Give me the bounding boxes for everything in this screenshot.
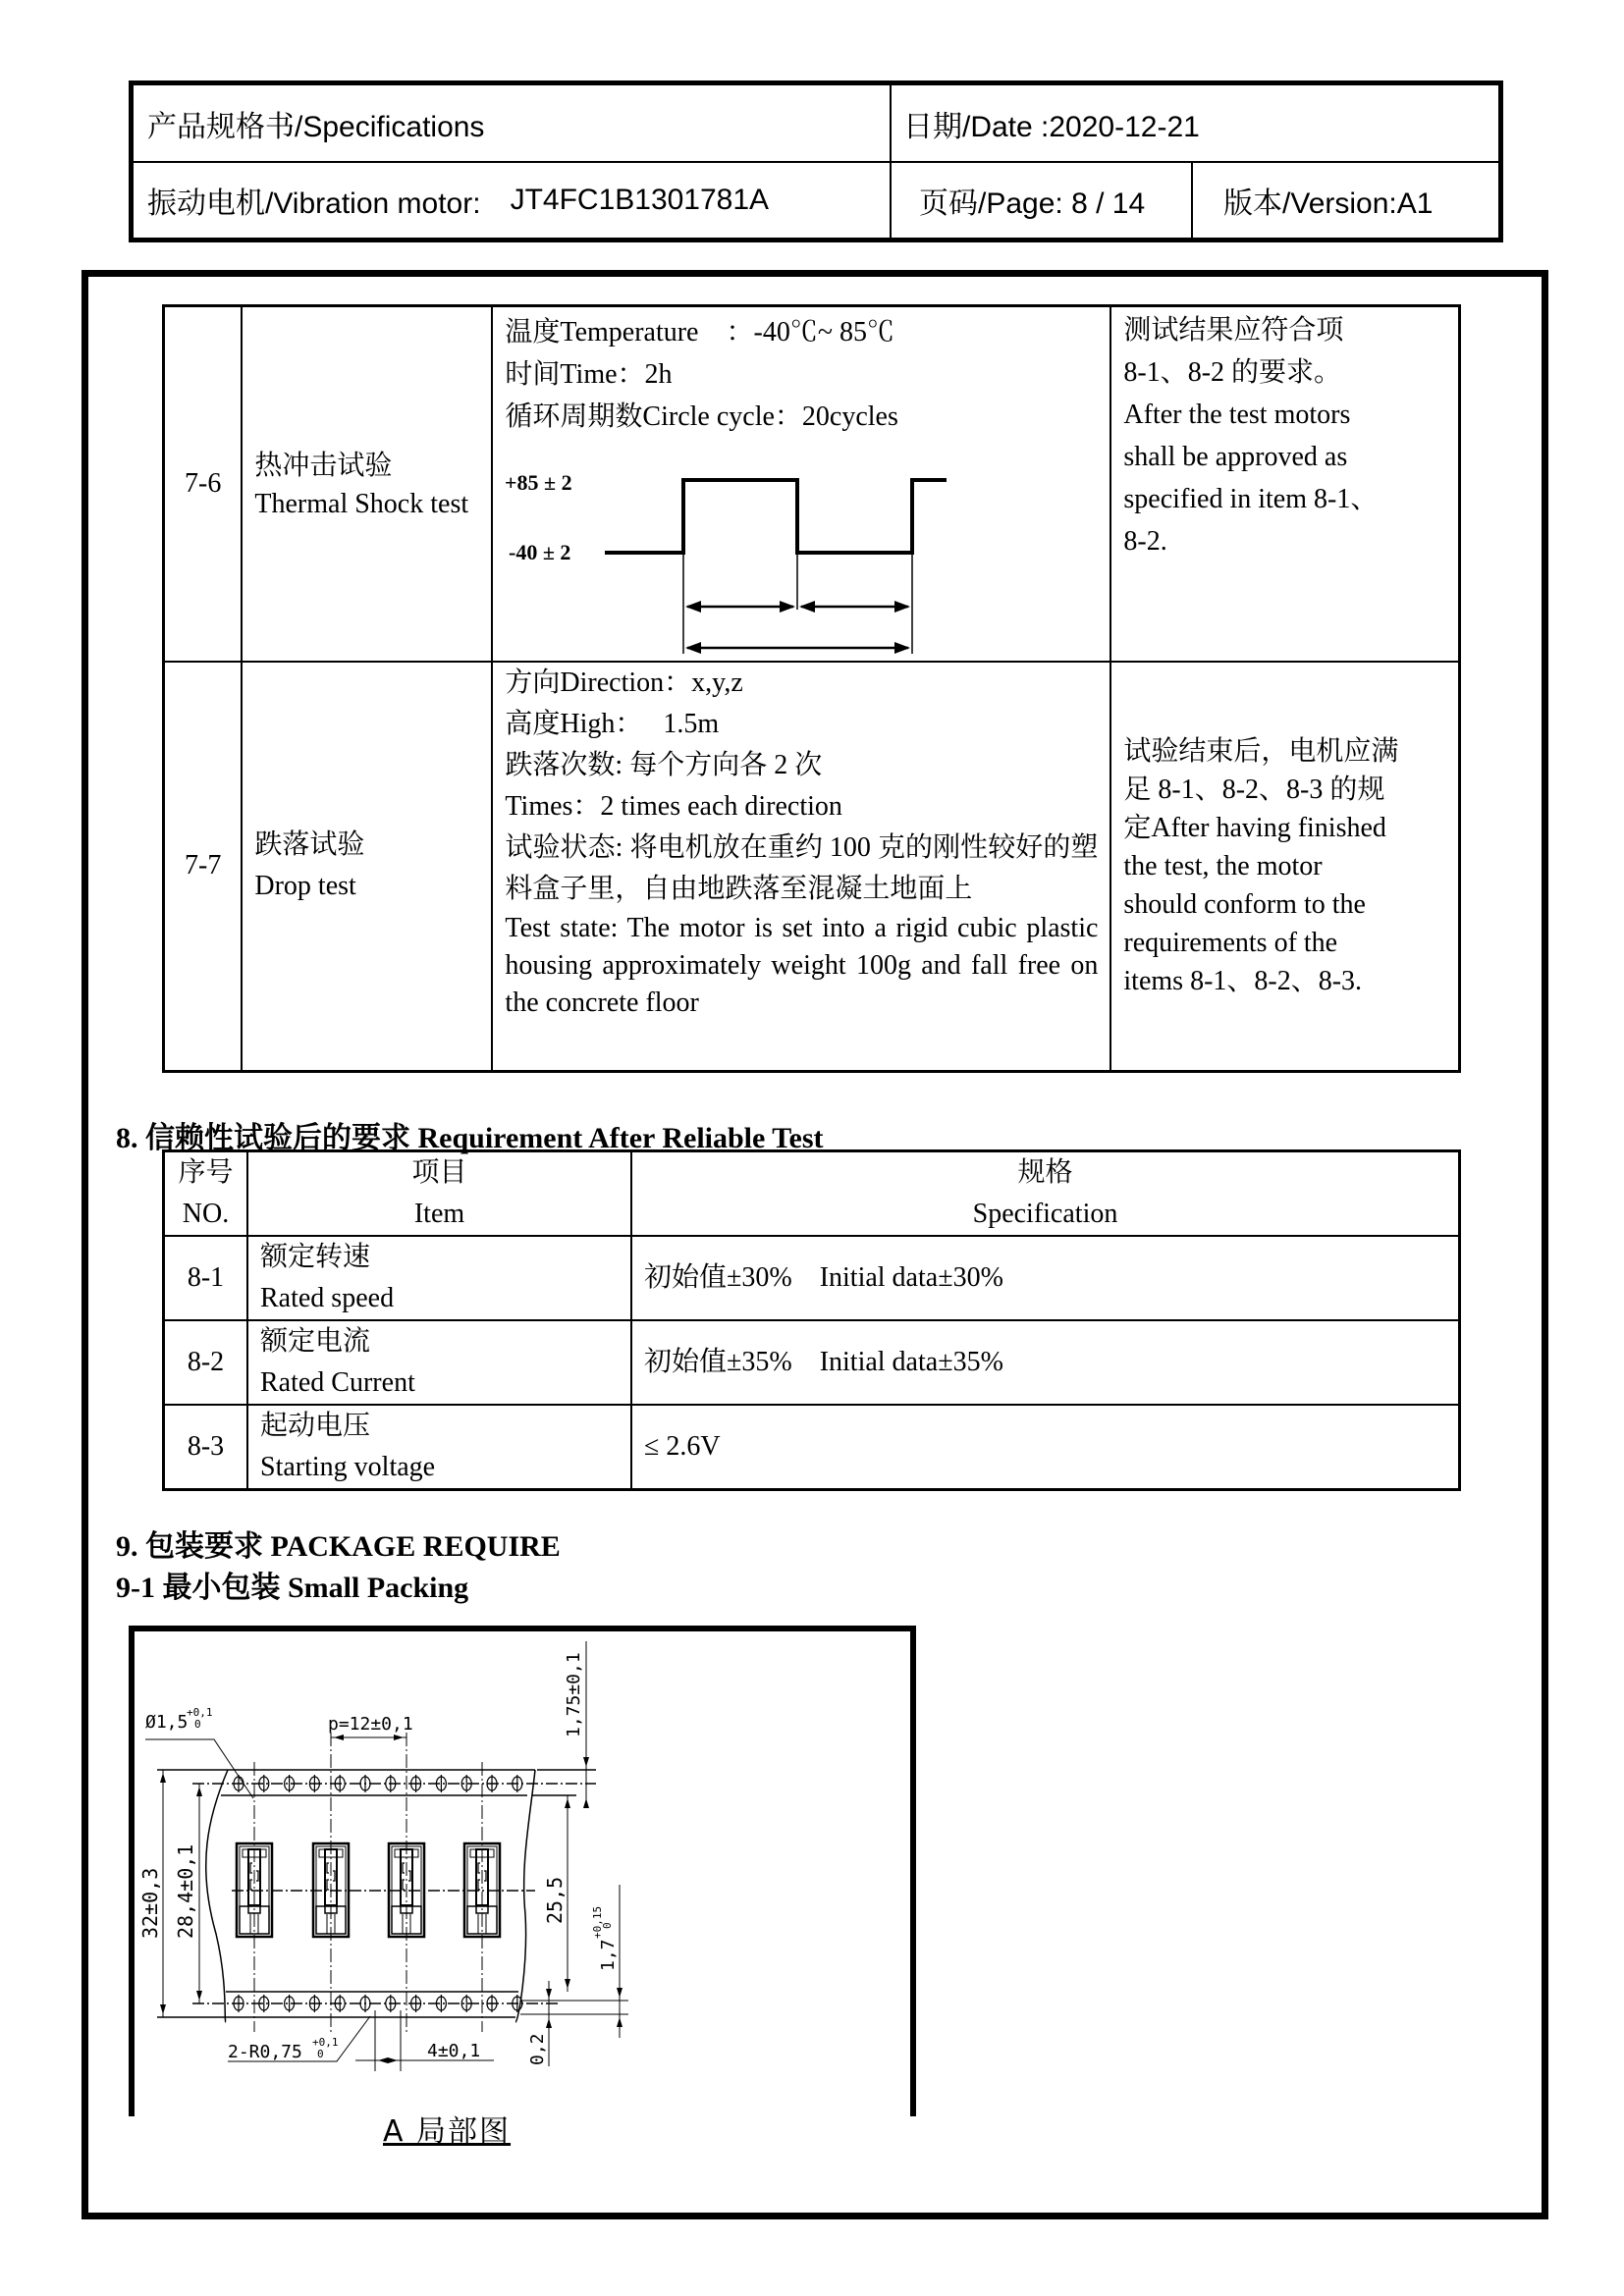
header-spec	[631, 1151, 1460, 1237]
dimension-arrowhead	[196, 1787, 202, 1796]
product-label-text: 振动电机/Vibration motor:	[147, 187, 481, 220]
doc-date: 日期/Date :2020-12-21	[903, 110, 1200, 143]
test-result	[1110, 306, 1459, 662]
sprocket-holes	[234, 1775, 522, 2012]
section-9-title: 9. 包装要求 PACKAGE REQUIRE	[116, 1530, 561, 1563]
result-line: 8-2.	[1123, 526, 1167, 557]
result-line: shall be approved as	[1123, 442, 1348, 472]
dimension-arrowhead	[617, 2017, 623, 2027]
page-number: 页码/Page: 8 / 14	[919, 187, 1146, 220]
reliability-tests-table	[162, 304, 1461, 1073]
dimension-arrowhead	[394, 1735, 404, 1740]
dim-radius-text: 2-R0,75	[228, 2042, 302, 2062]
result-line: 足 8-1、8-2、8-3 的规	[1123, 774, 1385, 805]
dimension-arrowhead	[583, 1798, 589, 1808]
result-line: After the test motors	[1123, 400, 1351, 430]
table-row	[164, 306, 1460, 662]
row-item-en: Rated speed	[260, 1283, 395, 1313]
test-item-en: Thermal Shock test	[254, 488, 469, 519]
condition-line: 温度Temperature ：-40℃~ 85℃	[505, 317, 894, 347]
product-label	[147, 163, 769, 238]
result-line: the test, the motor	[1123, 850, 1323, 881]
header-item-en: Item	[413, 1199, 465, 1229]
table-row	[164, 1236, 1460, 1320]
row-no: 8-1	[164, 1236, 248, 1320]
row-item	[247, 1320, 631, 1405]
result-line: 测试结果应符合项	[1123, 315, 1344, 346]
result-line: should conform to the	[1123, 888, 1366, 920]
section-9-1-title: 9-1 最小包装 Small Packing	[116, 1572, 469, 1604]
waveform-line	[605, 480, 947, 553]
dimension-arrowhead	[583, 1757, 589, 1767]
dimension-arrowhead	[565, 1798, 570, 1808]
row-item	[247, 1405, 631, 1490]
result-line: 定After having finished	[1123, 812, 1386, 843]
low-temp-label: -40 ± 2	[509, 540, 571, 564]
header-divider	[1191, 163, 1193, 238]
high-temp-label: +85 ± 2	[505, 470, 573, 495]
tol-upper: +0,1	[312, 2036, 339, 2049]
tape-break-left	[206, 1770, 228, 2022]
dim-width-text: 32±0,3	[138, 1867, 162, 1939]
test-conditions	[492, 662, 1110, 1072]
header-no-en: NO.	[182, 1199, 230, 1229]
result-line: 8-1、8-2 的要求。	[1123, 357, 1342, 388]
test-state-cn: 试验状态: 将电机放在重约 100 克的刚性较好的塑料盒子里，自由地跌落至混凝土地面上	[505, 831, 1099, 904]
arrowhead	[799, 601, 815, 613]
test-item-en: Drop test	[254, 871, 356, 902]
test-state-en: Test state: The motor is set into a rigid cubic plastic housing approximately weight 100g and fall free on the concrete floor	[505, 912, 1099, 1018]
version: 版本/Version:A1	[1223, 187, 1434, 220]
test-number: 7-6	[164, 306, 243, 662]
table-row	[164, 662, 1460, 1072]
row-item-en: Rated Current	[260, 1367, 415, 1398]
row-item-cn: 起动电压	[260, 1411, 371, 1441]
tol-upper: +0,15	[591, 1905, 604, 1939]
dimension-arrowhead	[334, 1735, 344, 1740]
dimension-arrowhead	[160, 2004, 166, 2014]
row-no: 8-3	[164, 1405, 248, 1490]
document-header	[129, 80, 1503, 242]
dim-edge-text: 1,75±0,1	[564, 1652, 584, 1737]
condition-line: 跌落次数: 每个方向各 2 次	[505, 749, 823, 780]
thermal-cycle-waveform	[495, 438, 947, 654]
header-item	[247, 1151, 631, 1237]
dimension-arrowhead	[378, 2057, 388, 2063]
model-number: JT4FC1B1301781A	[510, 184, 770, 216]
tol-lower: 0	[317, 2048, 324, 2060]
arrowhead	[685, 642, 701, 654]
header-no	[164, 1151, 248, 1237]
dim-depth-text: 1,7	[598, 1939, 619, 1971]
result-line: 试验结束后，电机应满	[1123, 735, 1399, 767]
row-item-en: Starting voltage	[260, 1452, 436, 1482]
test-item-cn: 跌落试验	[254, 829, 365, 861]
thermal-cycle-diagram	[505, 438, 1098, 654]
header-no-cn: 序号	[178, 1157, 234, 1188]
section-8-title: 8. 信赖性试验后的要求 Requirement After Reliable Test	[116, 1122, 824, 1154]
header-spec-en: Specification	[972, 1199, 1118, 1229]
arrowhead	[894, 642, 910, 654]
arrowhead	[685, 601, 701, 613]
test-number: 7-7	[164, 662, 243, 1072]
header-spec-cn: 规格	[1017, 1157, 1073, 1188]
header-item-cn: 项目	[411, 1157, 467, 1188]
result-line: requirements of the	[1123, 927, 1338, 958]
table-row	[164, 1405, 1460, 1490]
dim-hole-dia: Ø1,5	[145, 1712, 189, 1733]
row-spec: 初始值±30% Initial data±30%	[631, 1236, 1460, 1320]
dim-inner-width-text: 25,5	[543, 1876, 567, 1924]
result-line: specified in item 8-1、	[1123, 484, 1379, 514]
dim-hole-row-text: 28,4±0,1	[174, 1843, 197, 1939]
dimension-arrowhead	[617, 1988, 623, 1998]
row-item-cn: 额定电流	[260, 1326, 371, 1357]
row-no: 8-2	[164, 1320, 248, 1405]
tape-drawing-svg	[129, 1626, 916, 2116]
doc-type: 产品规格书/Specifications	[147, 110, 485, 143]
dimension-arrowhead	[546, 2018, 552, 2028]
dim-pitch-text: p=12±0,1	[328, 1714, 413, 1735]
table-header-row	[164, 1151, 1460, 1237]
test-conditions	[492, 306, 1110, 662]
tape-break-right	[515, 1770, 535, 2022]
result-line: items 8-1、8-2、8-3.	[1123, 965, 1363, 996]
tol-lower: 0	[601, 1922, 614, 1929]
requirements-table	[162, 1149, 1461, 1491]
tol-upper: +0,1	[187, 1706, 213, 1719]
dimension-arrowhead	[388, 2057, 398, 2063]
tape-packing-drawing	[129, 1626, 916, 2116]
dim-hole-pitch-text: 4±0,1	[427, 2041, 481, 2061]
dimension-arrowhead	[196, 1991, 202, 2001]
row-item-cn: 额定转速	[260, 1242, 371, 1272]
tol-lower: 0	[194, 1718, 201, 1731]
test-item	[242, 662, 492, 1072]
condition-line: 循环周期数Circle cycle：20cycles	[505, 401, 898, 432]
drawing-caption: A 局部图	[383, 2114, 512, 2149]
test-item-cn: 热冲击试验	[254, 450, 393, 481]
condition-line: 高度High： 1.5m	[505, 708, 720, 739]
dimension-arrowhead	[160, 1773, 166, 1783]
dimension-arrowhead	[546, 1989, 552, 1999]
dimension-arrowhead	[565, 1979, 570, 1989]
header-divider	[890, 85, 892, 238]
test-item	[242, 306, 492, 662]
row-spec: 初始值±35% Initial data±35%	[631, 1320, 1460, 1405]
row-spec: ≤ 2.6V	[631, 1405, 1460, 1490]
condition-line: 时间Time：2h	[505, 359, 673, 390]
arrowhead	[894, 601, 910, 613]
condition-line: Times：2 times each direction	[505, 790, 842, 822]
table-row	[164, 1320, 1460, 1405]
test-result	[1110, 662, 1459, 1072]
arrowhead	[780, 601, 795, 613]
dim-thickness-text: 0,2	[527, 2033, 548, 2065]
condition-line: 方向Direction：x,y,z	[505, 667, 743, 698]
row-item	[247, 1236, 631, 1320]
